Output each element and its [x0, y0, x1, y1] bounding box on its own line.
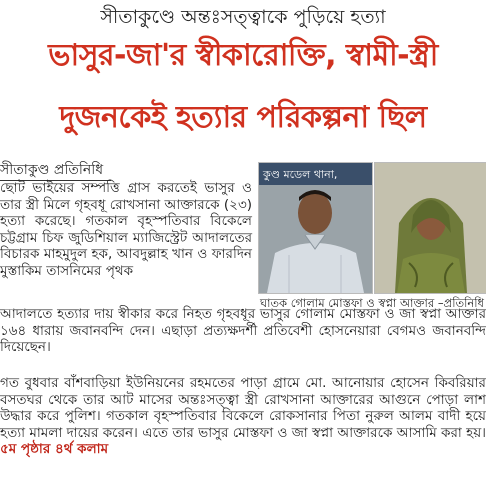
photo-man [258, 162, 373, 294]
photo-woman [374, 162, 486, 294]
photo-caption: ঘাতক গোলাম মোস্তফা ও স্বপ্না আক্তার –প্রতিনিধি [259, 296, 485, 310]
article-paragraph-3 [0, 375, 486, 458]
woman-portrait-illustration [375, 163, 486, 293]
continued-on-page-link[interactable]: ৫ম পৃষ্ঠার ৪র্থ কলাম [0, 441, 109, 457]
article-paragraph-1: ছোট ভাইয়ের সম্পত্তি গ্রাস করতেই ভাসুর ও তার স্ত্রী মিলে গৃহবধূ রোখসানা আক্তারকে (২৩) হত্যা করেছে। গতকাল বৃহস্পতিবার বিকেলে চট্টগ্রাম চিফ জুডিশিয়াল ম্যাজিস্ট্রেট আদালতের বিচারক মাহমুদুল হক, আবদুল্লাহ খান ও ফারদিন মুস্তাকিম তাসনিমের পৃথক [0, 180, 252, 279]
article-paragraph-3-text: গত বুধবার বাঁশবাড়িয়া ইউনিয়নের রহমতের পাড়া গ্রামে মো. আনোয়ার হোসেন কিবরিয়ার বসতঘর থেকে তার আট মাসের অন্তঃসত্ত্বা স্ত্রী রোখসানা আক্তারের আগুনে পোড়া লাশ উদ্ধার করে পুলিশ। গতকাল বৃহস্পতিবার বিকেলে রোকসানার পিতা নুরুল আলম বাদী হয়ে হত্যা মামলা দায়ের করেন। এতে তার ভাসুর মোস্তফা ও জা স্বপ্না আক্তারকে আসামি করা হয়। [0, 375, 486, 441]
photo-block [258, 162, 486, 310]
kicker-headline: সীতাকুণ্ডে অন্তঃসত্ত্বাকে পুড়িয়ে হত্যা [100, 6, 386, 28]
byline: সীতাকুণ্ড প্রতিনিধি [0, 160, 111, 181]
article-paragraph-2: আদালতে হত্যার দায় স্বীকার করে নিহত গৃহবধূর ভাসুর গোলাম মোস্তফা ও জা স্বপ্না আক্তার ১৬৪ ধারায় জবানবন্দি দেন। এছাড়া প্রত্যক্ষদর্শী প্রতিবেশী হোসনেয়ারা বেগমও জবানবন্দি দিয়েছেন। [0, 306, 486, 355]
police-sign-text: কুণ্ড মডেল থানা, [263, 168, 338, 181]
headline-line-2: দুজনকেই হত্যার পরিকল্পনা ছিল [59, 100, 427, 135]
man-portrait-illustration [259, 163, 372, 293]
headline-line-1: ভাসুর-জা'র স্বীকারোক্তি, স্বামী-স্ত্রী [48, 38, 438, 73]
